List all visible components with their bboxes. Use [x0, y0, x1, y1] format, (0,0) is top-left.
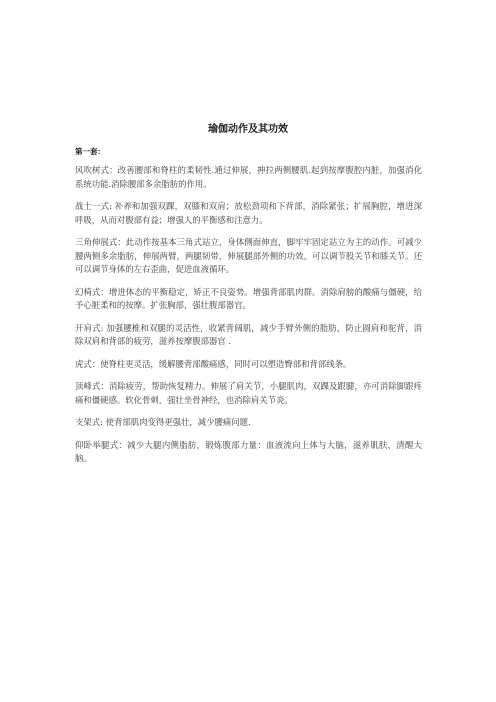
- section-label: 第一套：: [75, 147, 105, 156]
- paragraph-chair-pose: 幻椅式：增进体态的平衡稳定，矫正不良姿势。增强背部肌肉群。消除肩膀的酸痛与僵硬，给予心脏柔和的按摩。扩张胸部，强壮腹部器官。: [75, 286, 422, 310]
- paragraph-warrior-one: 战士一式: 补养和加强双踝，双膝和双肩；放松劲项和下背部，消除紧张；扩展胸腔，增进深呼吸，从而对腹部有益；增强人的平衡感和注意力。: [75, 201, 422, 225]
- paragraph-wind-tree-pose: 风吹树式：改善腰部和脊柱的柔韧性.通过伸展，抻拉两侧腰肌.起到按摩腹腔内脏，加强消化系统功能.消除腰部多余脂肪的作用。: [75, 165, 422, 189]
- paragraph-triangle-stretch: 三角伸展式：此动作按基本三角式站立，身体侧面伸直，脚牢牢固定站立为主的动作。可减少腰两侧多余脂肪，伸展两臂，两腿韧带，伸展腿部外侧的功效。可以调节股关节和膝关节。还可以调节身体的左右歪曲，促进血液循环。: [75, 237, 422, 274]
- document-title: 瑜伽动作及其功效: [208, 124, 288, 135]
- paragraph-support-pose: 支架式: 使背部肌肉变得更强壮，减少腰痛问题.: [75, 417, 251, 427]
- paragraph-list: [75, 164, 422, 475]
- paragraph-peak-pose: 顶峰式：消除疲劳，帮助恢复精力。伸展了肩关节，小腿肌肉，双踝及跟腱，亦可消除脚跟疼痛和僵硬感。软化骨刺，强壮坐骨神经，也消除肩关节炎。: [75, 381, 422, 405]
- paragraph-tiger-pose: 虎式：使脊柱更灵活，缓解腰背部酸痛感，同时可以塑造臀部和背部线条。: [75, 358, 352, 369]
- paragraph-shoulder-opener: 开肩式: 加强腰椎和双腿的灵活性，收紧背阔肌，减少手臂外侧的脂肪，防止圆肩和驼背，消除双肩和背部的疲劳，滋养按摩腹部器官 .: [75, 322, 422, 346]
- paragraph-supine-leg-raise: 仰卧举腿式：减少大腿内侧脂肪，锻炼腹部力量：血液流向上体与大脑，滋养肌肤，清醒大脑。: [75, 439, 422, 463]
